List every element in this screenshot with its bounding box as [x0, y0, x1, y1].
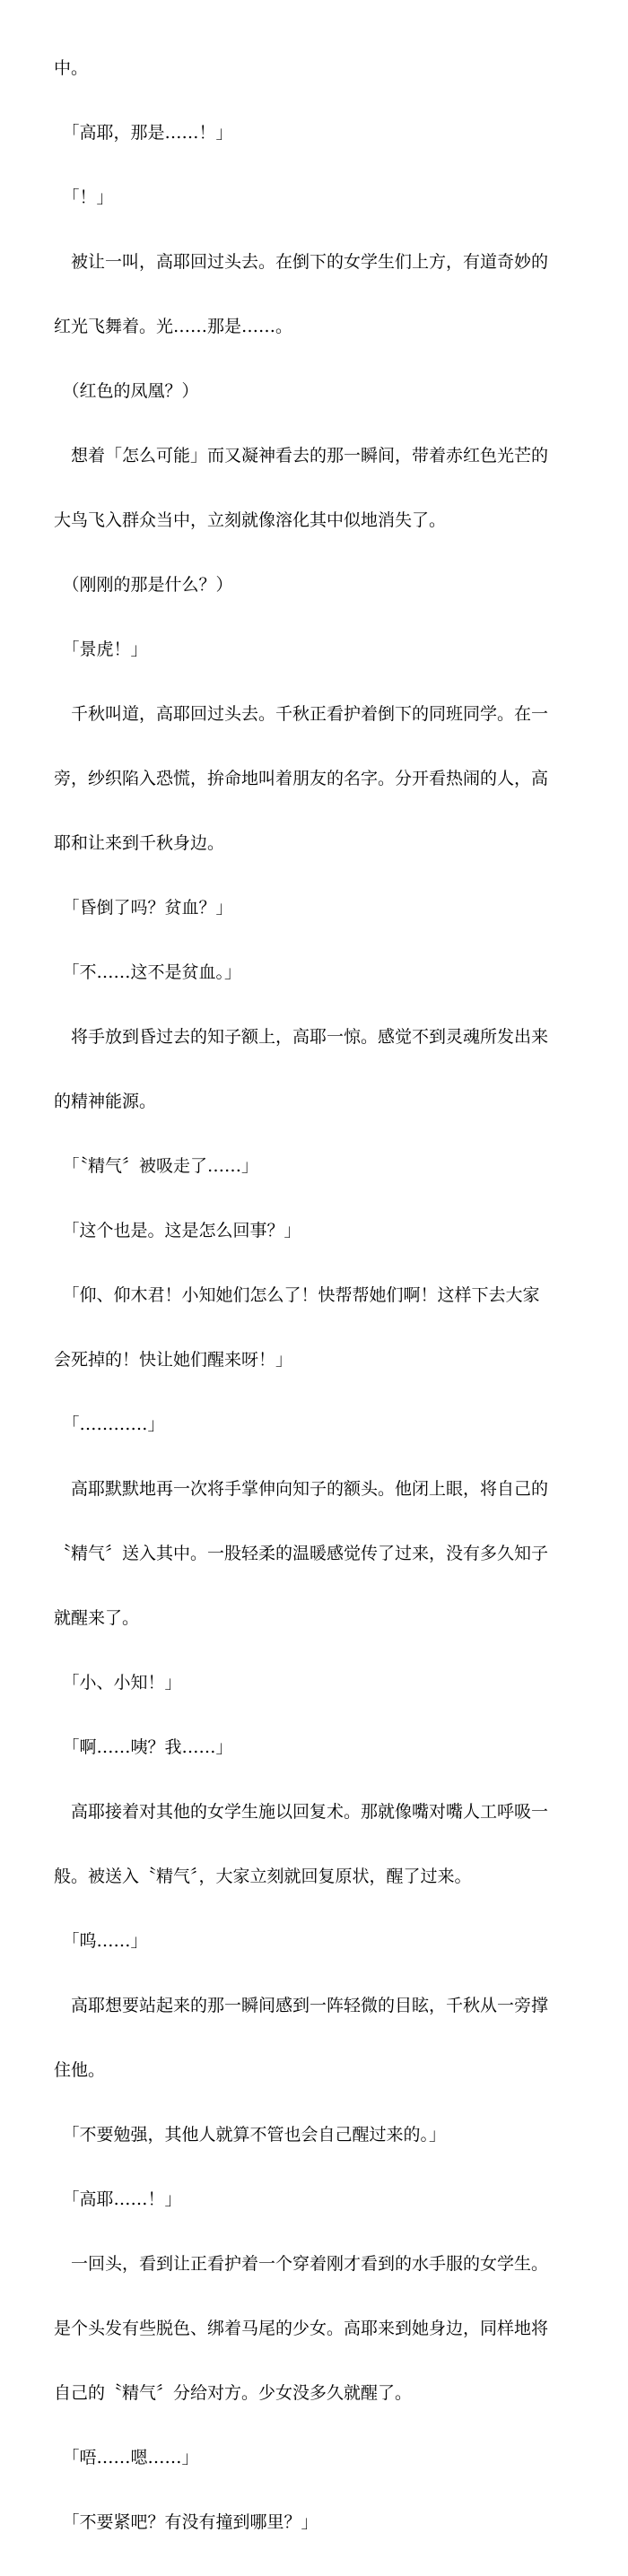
- text-line: （刚刚的那是什么？）: [54, 575, 233, 595]
- text-line: 「唔……嗯……」: [54, 2448, 199, 2467]
- text-line: 「呜……」: [54, 1931, 148, 1951]
- text-line: 「不要勉强，其他人就算不管也会自己醒过来的。」: [54, 2125, 447, 2145]
- text-line: 千秋叫道，高耶回过头去。千秋正看护着倒下的同班同学。在一: [54, 704, 549, 724]
- text-line: 高耶想要站起来的那一瞬间感到一阵轻微的目眩，千秋从一旁撑: [54, 1996, 549, 2015]
- text-line: 〝精气〞送入其中。一股轻柔的温暖感觉传了过来，没有多久知子: [54, 1544, 549, 1563]
- text-line: 「高耶，那是……！」: [54, 123, 233, 143]
- text-line: 住他。: [54, 2060, 106, 2080]
- text-line: 「这个也是。这是怎么回事？」: [54, 1221, 301, 1240]
- text-line: 自己的〝精气〞分给对方。少女没多久就醒了。: [54, 2383, 413, 2403]
- text-line: 会死掉的！快让她们醒来呀！」: [54, 1350, 293, 1370]
- text-line: 一回头，看到让正看护着一个穿着刚才看到的水手服的女学生。: [54, 2254, 549, 2274]
- text-line: 高耶默默地再一次将手掌伸向知子的额头。他闭上眼，将自己的: [54, 1479, 549, 1499]
- text-line: 大鸟飞入群众当中，立刻就像溶化其中似地消失了。: [54, 510, 447, 530]
- text-line: 将手放到昏过去的知子额上，高耶一惊。感觉不到灵魂所发出来: [54, 1027, 549, 1047]
- text-line: 的精神能源。: [54, 1092, 157, 1111]
- text-line: 就醒来了。: [54, 1608, 140, 1628]
- text-line: 高耶接着对其他的女学生施以回复术。那就像嘴对嘴人工呼吸一: [54, 1802, 549, 1822]
- text-line: 耶和让来到千秋身边。: [54, 833, 225, 853]
- text-line: 「不要紧吧？有没有撞到哪里？」: [54, 2512, 318, 2532]
- text-line: 「小、小知！」: [54, 1673, 182, 1693]
- text-line: 中。: [54, 58, 89, 78]
- text-line: 「景虎！」: [54, 640, 148, 659]
- text-line: 想着「怎么可能」而又凝神看去的那一瞬间，带着赤红色光芒的: [54, 446, 549, 466]
- text-line: 「不……这不是贫血。」: [54, 962, 242, 982]
- text-line: 「高耶……！」: [54, 2189, 182, 2209]
- text-line: 「！」: [54, 187, 114, 207]
- text-line: （红色的凤凰？）: [54, 381, 199, 401]
- text-line: 「仰、仰木君！小知她们怎么了！快帮帮她们啊！这样下去大家: [54, 1285, 540, 1305]
- text-body: [54, 14, 574, 2576]
- text-line: 红光飞舞着。光……那是……。: [54, 317, 293, 336]
- text-line: 「〝精气〞被吸走了……」: [54, 1156, 259, 1176]
- text-line: 般。被送入〝精气〞，大家立刻就回复原状，醒了过来。: [54, 1867, 472, 1886]
- text-line: 「…………」: [54, 1414, 165, 1434]
- text-line: 「昏倒了吗？贫血？」: [54, 898, 233, 918]
- text-line: 旁，纱织陷入恐慌，拚命地叫着朋友的名字。分开看热闹的人，高: [54, 769, 549, 788]
- text-line: 是个头发有些脱色、绑着马尾的少女。高耶来到她身边，同样地将: [54, 2319, 549, 2338]
- text-line: 被让一叫，高耶回过头去。在倒下的女学生们上方，有道奇妙的: [54, 252, 549, 272]
- text-line: 「啊……咦？我……」: [54, 1737, 233, 1757]
